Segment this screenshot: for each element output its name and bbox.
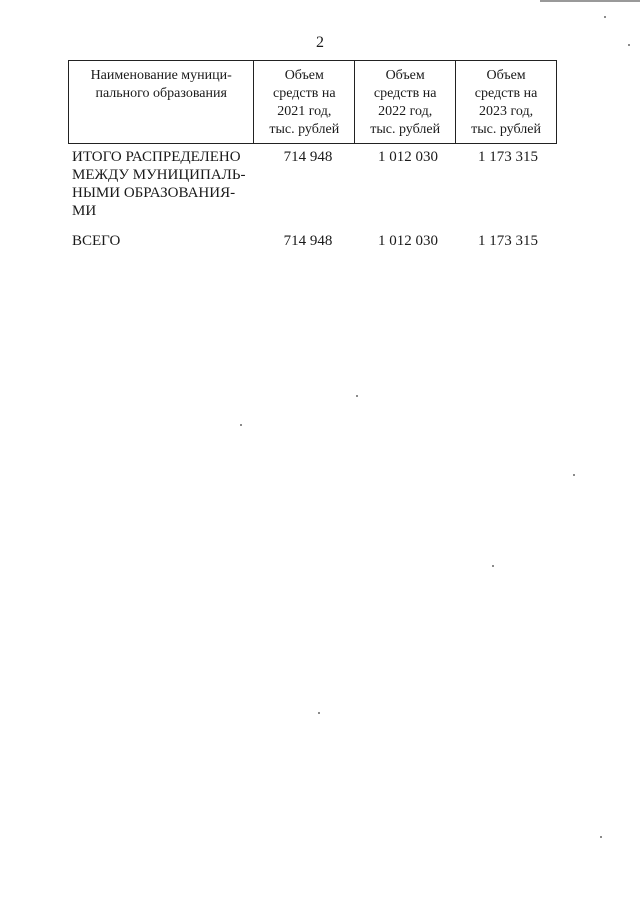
table-header-row [69, 61, 557, 144]
row-name: ИТОГО РАСПРЕДЕЛЕНО МЕЖДУ МУНИЦИПАЛЬ- НЫМИ ОБРАЗОВАНИЯ- МИ [72, 149, 246, 219]
row-value-2021: 714 948 [283, 233, 333, 249]
row-value-2022: 1 012 030 [378, 233, 438, 249]
scan-speck [318, 712, 320, 714]
scan-speck [604, 16, 606, 18]
header-volume-2023-text: Объем средств на 2023 год, тыс. рублей [471, 68, 541, 137]
row-value-2023: 1 173 315 [478, 149, 538, 165]
header-volume-2021 [254, 61, 355, 144]
table-header [68, 60, 557, 144]
header-volume-2021-text: Объем средств на 2021 год, тыс. рублей [269, 68, 340, 137]
header-volume-2022 [355, 61, 456, 144]
header-volume-2023 [456, 61, 557, 144]
scan-speck [573, 474, 575, 476]
scan-speck [600, 836, 602, 838]
page-number: 2 [316, 34, 324, 51]
row-value-2023: 1 173 315 [478, 233, 538, 249]
header-municipality-name [69, 61, 254, 144]
scan-speck [492, 565, 494, 567]
scan-speck [240, 424, 242, 426]
header-municipality-name-text: Наименование муници- пального образования [90, 68, 232, 101]
row-value-2022: 1 012 030 [378, 149, 438, 165]
table-row-total-distributed [72, 148, 558, 220]
table-body [72, 148, 558, 250]
scan-edge-line [540, 0, 640, 6]
header-volume-2022-text: Объем средств на 2022 год, тыс. рублей [370, 68, 441, 137]
row-value-2021: 714 948 [283, 149, 333, 165]
scan-speck [356, 395, 358, 397]
row-name: ВСЕГО [72, 233, 121, 249]
table-row-grand-total [72, 232, 558, 250]
